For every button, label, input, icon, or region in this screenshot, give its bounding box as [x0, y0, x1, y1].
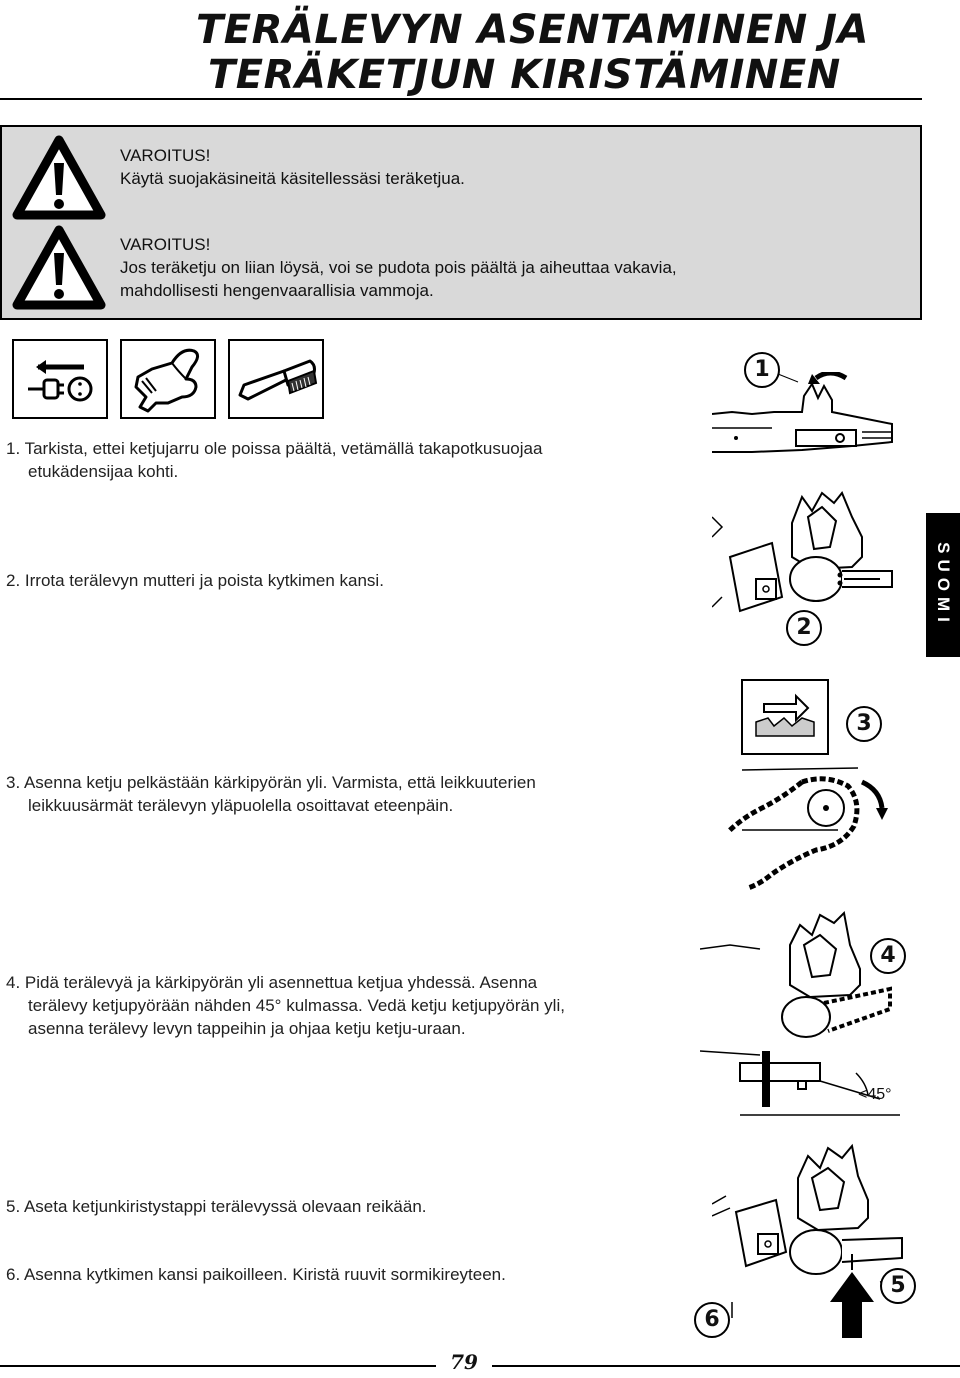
brush-icon — [228, 339, 324, 419]
warning-heading: VAROITUS! — [120, 235, 211, 254]
step-number-badge: 1 — [744, 352, 780, 388]
warning-text-1 — [120, 144, 465, 190]
title-line-2: TERÄKETJUN KIRISTÄMINEN — [208, 52, 841, 98]
glove-icon — [120, 339, 216, 419]
step-6-text — [6, 1263, 506, 1286]
step-4-text — [6, 971, 565, 1040]
step-2-text — [6, 569, 384, 592]
step-line: 2. Irrota terälevyn mutteri ja poista kytkimen kansi. — [6, 571, 384, 590]
step-1-text — [6, 437, 542, 483]
step-line: asenna terälevy levyn tappeihin ja ohjaa ketju ketju-uraan. — [28, 1019, 466, 1038]
warning-triangle-icon — [12, 225, 106, 311]
step-line: 4. Pidä terälevyä ja kärkipyörän yli asennettua ketjua yhdessä. Asenna — [6, 973, 538, 992]
step-number-badge: 2 — [786, 610, 822, 646]
warning-line: mahdollisesti hengenvaarallisia vammoja. — [120, 281, 434, 300]
footer-rule-right — [492, 1365, 960, 1367]
warning-heading: VAROITUS! — [120, 146, 211, 165]
step-line: etukädensijaa kohti. — [28, 462, 179, 481]
step-line: leikkuusärmät terälevyn yläpuolella osoittavat eteenpäin. — [28, 796, 454, 815]
step-number-badge: 3 — [846, 706, 882, 742]
warning-line: Jos teräketju on liian löysä, voi se pudota pois päältä ja aiheuttaa vakavia, — [120, 258, 677, 277]
page-number: 79 — [450, 1350, 478, 1374]
step-number-badge: 6 — [694, 1302, 730, 1338]
warning-text-2 — [120, 233, 677, 302]
step-line: 5. Aseta ketjunkiristystappi terälevyssä olevaan reikään. — [6, 1197, 427, 1216]
step-number-badge: 4 — [870, 938, 906, 974]
language-tab — [926, 513, 960, 657]
warning-line: Käytä suojakäsineitä käsitellessäsi teräketjua. — [120, 169, 465, 188]
step-3-text — [6, 771, 536, 817]
step-line: 3. Asenna ketju pelkästään kärkipyörän yli. Varmista, että leikkuuterien — [6, 773, 536, 792]
step-line: terälevy ketjupyörään nähden 45° kulmassa. Vedä ketju ketjupyörän yli, — [28, 996, 565, 1015]
step-line: 1. Tarkista, ettei ketjujarru ole poissa päältä, vetämällä takapotkusuojaa — [6, 439, 543, 458]
tensioning-pin-illustration — [712, 1142, 912, 1342]
title-line-1: TERÄLEVYN ASENTAMINEN JA — [196, 7, 869, 53]
warning-box — [0, 125, 922, 320]
title-rule — [0, 98, 922, 100]
warning-triangle-icon — [12, 135, 106, 221]
chain-brake-illustration — [712, 372, 900, 472]
language-tab-label: SUOMI — [934, 542, 953, 628]
unplug-icon — [12, 339, 108, 419]
page-title — [196, 7, 869, 98]
step-line: 6. Asenna kytkimen kansi paikoilleen. Kiristä ruuvit sormikireyteen. — [6, 1265, 506, 1284]
step-5-text — [6, 1195, 427, 1218]
footer-rule-left — [0, 1365, 436, 1367]
step-number-badge: 5 — [880, 1268, 916, 1304]
angle-label: <45° — [858, 1086, 892, 1103]
